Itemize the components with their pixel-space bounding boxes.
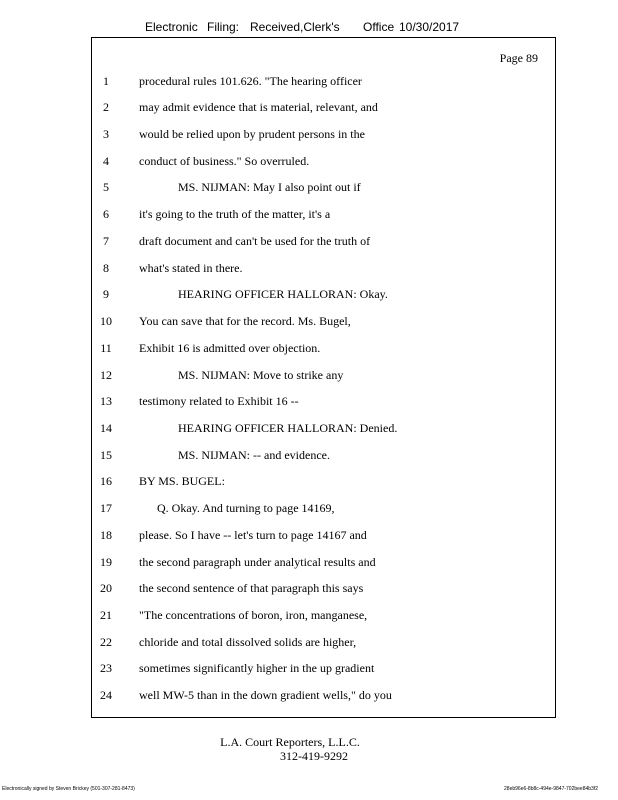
filing-date: 10/30/2017	[399, 20, 460, 34]
line-number: 17	[100, 501, 112, 515]
line-number: 1	[103, 74, 109, 88]
line-number: 14	[100, 421, 112, 435]
line-text: what's stated in there.	[139, 261, 243, 275]
transcript-line	[0, 447, 618, 463]
line-number: 9	[103, 287, 109, 301]
transcript-line	[0, 260, 618, 276]
line-text: draft document and can't be used for the truth of	[139, 234, 371, 248]
transcript-line	[0, 687, 618, 703]
transcript-line	[0, 554, 618, 570]
line-text: the second paragraph under analytical results and	[139, 555, 376, 569]
electronic-signature: Electronically signed by Steven Brickey (501-307-281-8473)	[2, 786, 135, 792]
transcript-line	[0, 634, 618, 650]
line-text: it's going to the truth of the matter, it's a	[139, 207, 331, 221]
line-number: 7	[103, 234, 109, 248]
line-number: 19	[100, 555, 112, 569]
filing-label: Filing:	[207, 20, 240, 34]
line-text: Exhibit 16 is admitted over objection.	[139, 341, 321, 355]
line-text: chloride and total dissolved solids are higher,	[139, 635, 357, 649]
transcript-line	[0, 313, 618, 329]
line-number: 24	[100, 688, 112, 702]
line-text: please. So I have -- let's turn to page 14167 and	[139, 528, 367, 542]
transcript-line	[0, 473, 618, 489]
filing-header	[145, 20, 459, 34]
transcript-line	[0, 340, 618, 356]
line-number: 8	[103, 261, 109, 275]
line-number: 15	[100, 448, 112, 462]
line-text: You can save that for the record. Ms. Bugel,	[139, 314, 351, 328]
line-number: 5	[103, 180, 109, 194]
line-number: 21	[100, 608, 112, 622]
line-text: procedural rules 101.626. "The hearing officer	[139, 74, 362, 88]
transcript-line	[0, 153, 618, 169]
transcript-line	[0, 420, 618, 436]
line-number: 12	[100, 368, 112, 382]
line-text: MS. NIJMAN: May I also point out if	[178, 180, 361, 194]
transcript-line	[0, 99, 618, 115]
line-text: would be relied upon by prudent persons in the	[139, 127, 365, 141]
reporter-phone: 312-419-9292	[280, 749, 348, 763]
transcript-line	[0, 660, 618, 676]
transcript-line	[0, 179, 618, 195]
line-text: conduct of business." So overruled.	[139, 154, 310, 168]
line-text: MS. NIJMAN: -- and evidence.	[178, 448, 330, 462]
line-number: 23	[100, 661, 112, 675]
line-number: 11	[100, 341, 112, 355]
line-number: 2	[103, 100, 109, 114]
transcript-line	[0, 580, 618, 596]
line-number: 16	[100, 474, 112, 488]
line-text: MS. NIJMAN: Move to strike any	[178, 368, 344, 382]
transcript-line	[0, 233, 618, 249]
transcript-line	[0, 500, 618, 516]
transcript-line	[0, 206, 618, 222]
line-number: 6	[103, 207, 109, 221]
line-number: 20	[100, 581, 112, 595]
transcript-line	[0, 286, 618, 302]
line-text: may admit evidence that is material, relevant, and	[139, 100, 378, 114]
transcript-line	[0, 607, 618, 623]
document-id: 28eb96e6-8b8c-494e-9847-702bee84b3f2	[504, 786, 598, 792]
filing-electronic: Electronic	[145, 20, 198, 34]
line-number: 4	[103, 154, 109, 168]
line-text: BY MS. BUGEL:	[139, 474, 225, 488]
line-text: Q. Okay. And turning to page 14169,	[157, 501, 335, 515]
line-number: 22	[100, 635, 112, 649]
transcript-line	[0, 126, 618, 142]
line-text: testimony related to Exhibit 16 --	[139, 394, 299, 408]
line-text: the second sentence of that paragraph this says	[139, 581, 364, 595]
line-number: 10	[100, 314, 112, 328]
line-text: HEARING OFFICER HALLORAN: Denied.	[178, 421, 398, 435]
line-text: sometimes significantly higher in the up gradient	[139, 661, 375, 675]
filing-received: Received,Clerk's	[250, 20, 340, 34]
line-number: 3	[103, 127, 109, 141]
line-text: "The concentrations of boron, iron, manganese,	[139, 608, 368, 622]
transcript-line	[0, 393, 618, 409]
transcript-line	[0, 367, 618, 383]
filing-office: Office	[363, 20, 395, 34]
transcript-line	[0, 73, 618, 89]
line-number: 18	[100, 528, 112, 542]
line-text: HEARING OFFICER HALLORAN: Okay.	[178, 287, 388, 301]
page-number: Page 89	[499, 51, 538, 65]
line-text: well MW-5 than in the down gradient wells," do you	[139, 688, 392, 702]
transcript-line	[0, 527, 618, 543]
reporter-company: L.A. Court Reporters, L.L.C.	[220, 735, 360, 749]
line-number: 13	[100, 394, 112, 408]
